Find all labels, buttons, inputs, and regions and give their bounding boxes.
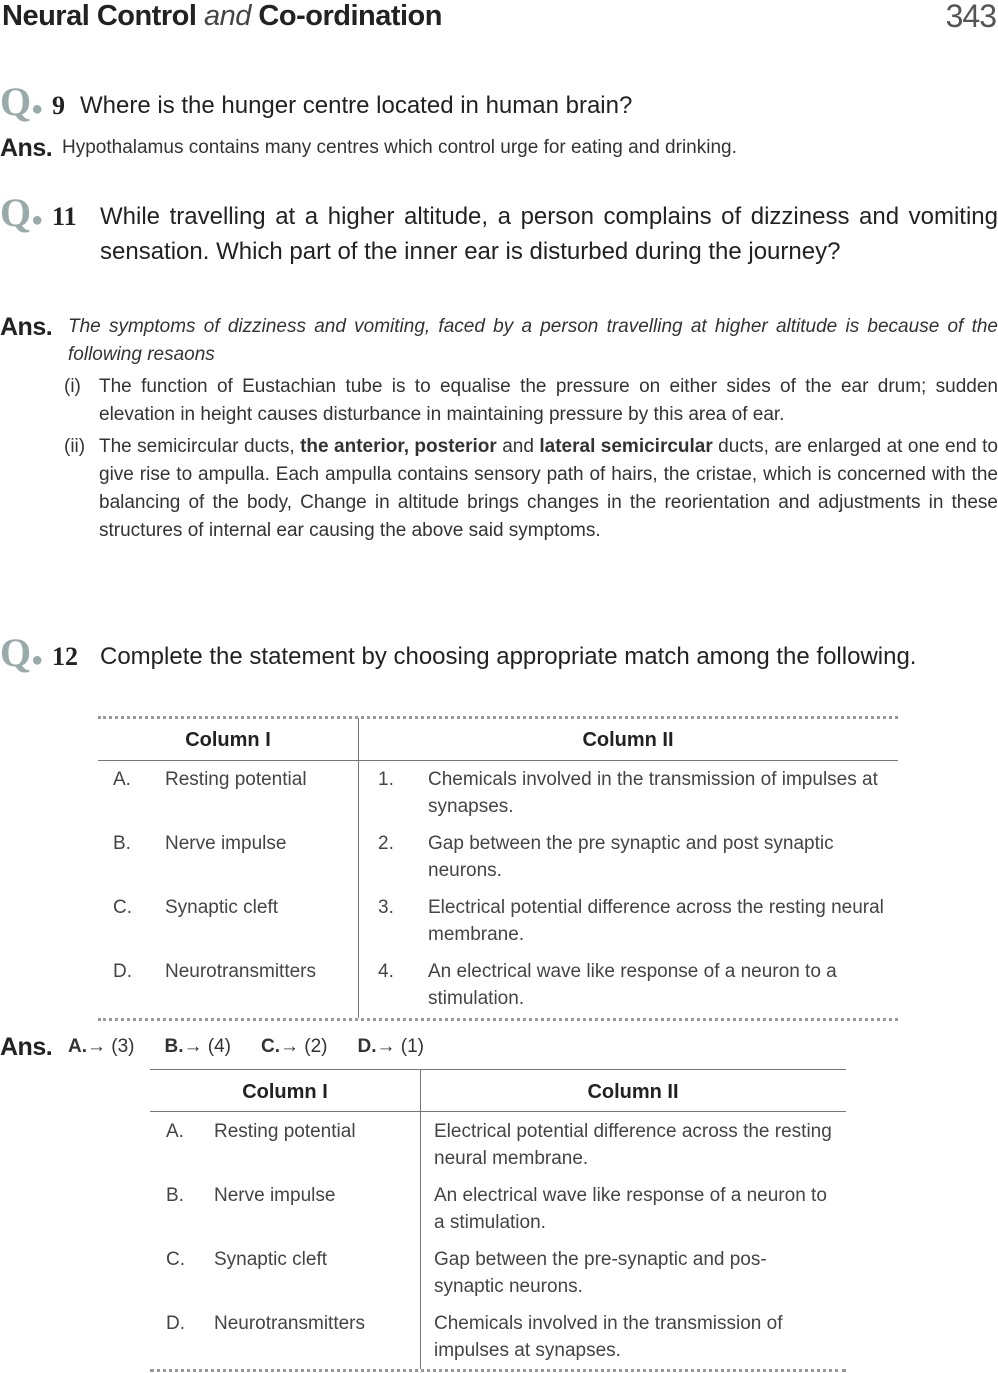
answer-key-item: D.→ (1) <box>357 1036 424 1057</box>
table-cell: An electrical wave like response of a neuron to a stimulation. <box>434 1185 827 1233</box>
table-cell: Synaptic cleft <box>214 1249 327 1270</box>
answer-point: (ii) The semicircular ducts, the anterior, posterior and lateral semicircular ducts, are enlarged at one end to give rise to ampulla. Each ampulla contains sensory path of hairs, the cristae, which is concerned with the balancing of the body, Change in altitude brings changes in the reorientation and adjustments in these structures of internal ear causing the above said symptoms. <box>64 436 998 541</box>
answer-key <box>68 1033 998 1061</box>
table-cell: An electrical wave like response of a neuron to a stimulation. <box>428 961 837 1009</box>
table-cell: C. <box>166 1249 185 1270</box>
table-cell: Neurotransmitters <box>165 961 316 982</box>
table-cell: Nerve impulse <box>165 833 287 854</box>
answer-key-item: A.→ (3) <box>68 1036 135 1057</box>
answer-table: Column I Column II A. Resting potential Electrical potential difference across the resting neural membrane. B. Nerve impulse An electrical wave like response of a neuron to a stimulation. C. Synaptic cleft Gap between the pre-synaptic and pos-synaptic neurons. D. Neurotransmitters Chemicals involved in the transmission of impulses at synapses. <box>150 1069 846 1373</box>
q-mark-icon: Q● <box>0 79 44 124</box>
table-cell: Gap between the pre synaptic and post synaptic neurons. <box>428 833 834 881</box>
match-table: Column I Column II A. Resting potential 1. Chemicals involved in the transmission of impulses at synapses. B. Nerve impulse 2. Gap between the pre synaptic and post synaptic neurons. C. Synaptic cleft 3. Electrical potential difference across the resting neural membrane. D. Neurotransmitters 4. An electrical wave like response of a neuron to a stimulation. <box>98 716 898 1022</box>
table-cell: Electrical potential difference across the resting neural membrane. <box>428 897 884 945</box>
table-cell: A. <box>113 769 131 790</box>
table-cell: B. <box>166 1185 184 1206</box>
table-cell: B. <box>113 833 131 854</box>
answer-key-item: B.→ (4) <box>164 1036 231 1057</box>
table-cell: C. <box>113 897 132 918</box>
answer-key-item: C.→ (2) <box>261 1036 328 1057</box>
q-mark-icon: Q● <box>0 630 44 675</box>
table-cell: Chemicals involved in the transmission of impulses at synapses. <box>428 769 878 817</box>
answer-point: (i) The function of Eustachian tube is to equalise the pressure on either sides of the ear drum; sudden elevation in height causes disturbance in maintaining pressure by this area of ear. <box>64 376 998 425</box>
table-cell: Synaptic cleft <box>165 897 278 918</box>
table-cell: Nerve impulse <box>214 1185 336 1206</box>
answer-9: Ans. Hypothalamus contains many centres which control urge for eating and drinking. <box>0 134 737 162</box>
table-cell: Gap between the pre-synaptic and pos-synaptic neurons. <box>434 1249 767 1297</box>
table-cell: A. <box>166 1121 184 1142</box>
answer-12: Ans. A.→ (3) B.→ (4) C.→ (2) D.→ (1) <box>0 1033 998 1061</box>
table-cell: 4. <box>378 961 394 982</box>
table-cell: 2. <box>378 833 394 854</box>
table-cell: 1. <box>378 769 394 790</box>
table-cell: Chemicals involved in the transmission of impulses at synapses. <box>434 1313 783 1361</box>
table-cell: Resting potential <box>214 1121 356 1142</box>
answer-11: Ans. The symptoms of dizziness and vomiting, faced by a person travelling at higher altitude is because of the following resaons (i) The function of Eustachian tube is to equalise the pressure on either sides of the ear drum; sudden elevation in height causes disturbance in maintaining pressure by this area of ear. (ii) The semicircular ducts, the anterior, posterior and lateral semicircular ducts, are enlarged at one end to give rise to ampulla. Each ampulla contains sensory path of hairs, the cristae, which is concerned with the balancing of the body, Change in altitude brings changes in the reorientation and adjustments in these structures of internal ear causing the above said symptoms. <box>0 313 998 545</box>
page-number: 343 <box>945 0 996 34</box>
table-cell: D. <box>166 1313 185 1334</box>
table-cell: Electrical potential difference across the resting neural membrane. <box>434 1121 832 1169</box>
question-12: Q● 12 Complete the statement by choosing appropriate match among the following. <box>0 639 998 674</box>
table-cell: D. <box>113 961 132 982</box>
table-cell: Neurotransmitters <box>214 1313 365 1334</box>
question-11: Q● 11 While travelling at a higher altitude, a person complains of dizziness and vomiting sensation. Which part of the inner ear is disturbed during the journey? <box>0 190 998 265</box>
q-mark-icon: Q● <box>0 190 44 235</box>
chapter-title: Neural Control and Co-ordination <box>2 0 442 32</box>
table-cell: 3. <box>378 897 394 918</box>
table-cell: Resting potential <box>165 769 307 790</box>
question-9: Q● 9 Where is the hunger centre located in human brain? <box>0 88 998 123</box>
